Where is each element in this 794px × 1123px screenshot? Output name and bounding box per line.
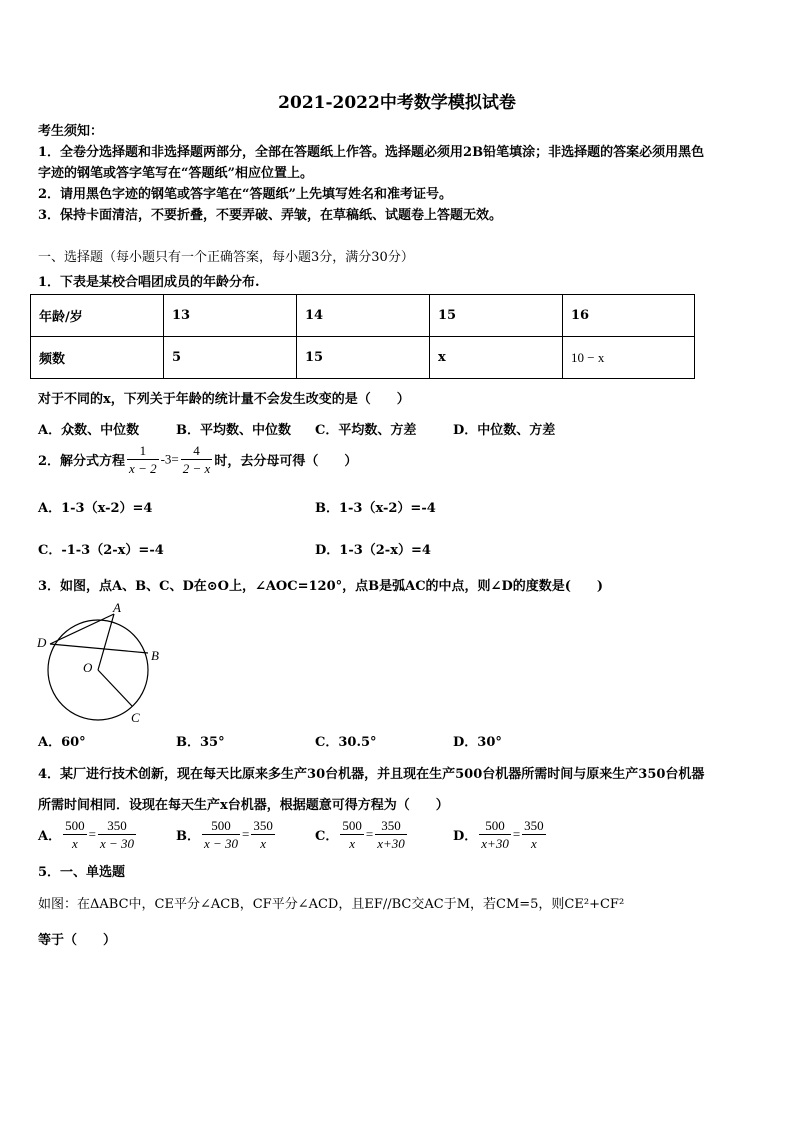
notice-item-2: 2．请用黑色字迹的钢笔或答字笔在“答题纸”上先填写姓名和准考证号。 bbox=[38, 187, 453, 202]
equals-sign: = bbox=[512, 826, 521, 842]
table-cell: 14 bbox=[297, 295, 430, 337]
fraction-denominator: x bbox=[260, 836, 267, 851]
q3-stem: 3．如图，点A、B、C、D在⊙O上，∠AOC=120°，点B是弧AC的中点，则∠D的度数是( ) bbox=[38, 579, 604, 594]
label-a: A bbox=[113, 600, 121, 615]
table-row bbox=[31, 295, 695, 337]
fraction-numerator: 350 bbox=[524, 818, 544, 833]
circle-figure bbox=[34, 600, 174, 725]
q4-option-d bbox=[453, 817, 548, 852]
label-o: O bbox=[83, 660, 93, 675]
q2-option-d: D．1-3（2-x）=4 bbox=[315, 543, 431, 558]
fraction-denominator: x − 30 bbox=[204, 836, 239, 851]
radius-oc bbox=[98, 670, 132, 706]
q4-option-c bbox=[315, 817, 409, 852]
notice-item-3: 3．保持卡面清洁，不要折叠，不要弄破、弄皱，在草稿纸、试题卷上答题无效。 bbox=[38, 208, 503, 223]
label-c: C bbox=[131, 710, 140, 725]
q2-fraction-2 bbox=[181, 442, 213, 477]
q2-option-a: A．1-3（x-2）=4 bbox=[38, 501, 153, 516]
fraction bbox=[98, 817, 136, 852]
q5-stem: 如图：在ΔABC中，CE平分∠ACB，CF平分∠ACD，且EF//BC交AC于M，若CM=5，则CE²+CF² bbox=[38, 897, 625, 912]
fraction-numerator: 4 bbox=[181, 442, 213, 460]
table-cell: 15 bbox=[297, 337, 430, 379]
fraction-denominator: x − 2 bbox=[129, 461, 157, 476]
q2-suffix: 时，去分母可得（ ） bbox=[214, 454, 358, 469]
equals-sign: = bbox=[242, 826, 250, 842]
q5-heading: 5．一、单选题 bbox=[38, 865, 126, 880]
age-table bbox=[30, 294, 695, 379]
q3-option-d: D．30° bbox=[453, 735, 502, 750]
option-label: C． bbox=[315, 829, 339, 844]
chord-db bbox=[50, 644, 148, 653]
notice-item-1-cont: 字迹的钢笔或答字笔写在“答题纸”相应位置上。 bbox=[38, 166, 313, 181]
fraction-denominator: x+30 bbox=[481, 836, 509, 851]
q2-fraction-1 bbox=[127, 442, 159, 477]
notice-item-1: 1．全卷分选择题和非选择题两部分，全部在答题纸上作答。选择题必须用2B铅笔填涂；非选择题的答案必须用黑色 bbox=[38, 145, 705, 160]
table-cell: 年龄/岁 bbox=[31, 295, 164, 337]
q5-stem-cont: 等于（ ） bbox=[38, 933, 117, 948]
fraction-numerator: 350 bbox=[375, 817, 407, 835]
option-label: B． bbox=[176, 829, 200, 844]
fraction bbox=[340, 817, 364, 852]
q2-prefix: 2．解分式方程 bbox=[38, 454, 126, 469]
label-d: D bbox=[37, 635, 47, 650]
q4-option-b bbox=[176, 817, 277, 852]
q4-option-a bbox=[38, 817, 138, 852]
q1-stem: 1．下表是某校合唱团成员的年龄分布. bbox=[38, 275, 260, 290]
label-b: B bbox=[151, 648, 159, 663]
fraction bbox=[479, 817, 511, 852]
q4-stem: 4．某厂进行技术创新，现在每天比原来多生产30台机器，并且现在生产500台机器所需时间与原来生产350台机器 bbox=[38, 767, 705, 782]
fraction-denominator: x bbox=[349, 836, 355, 851]
q3-option-c: C．30.5° bbox=[315, 735, 377, 750]
chord-da bbox=[50, 614, 114, 644]
table-cell: 频数 bbox=[31, 337, 164, 379]
q2-middle: -3= bbox=[160, 451, 179, 467]
fraction-numerator: 350 bbox=[253, 818, 273, 833]
fraction-numerator: 500 bbox=[202, 817, 240, 835]
table-cell: x bbox=[430, 337, 563, 379]
q1-option-b: B．平均数、中位数 bbox=[176, 423, 291, 438]
fraction-denominator: 2 − x bbox=[182, 461, 211, 476]
q4-stem-cont: 所需时间相同．设现在每天生产x台机器，根据题意可得方程为（ ） bbox=[38, 798, 449, 813]
section-heading: 一、选择题（每小题只有一个正确答案，每小题3分，满分30分） bbox=[38, 250, 414, 265]
equals-sign: = bbox=[88, 826, 96, 842]
fraction-numerator: 1 bbox=[127, 442, 159, 460]
table-row bbox=[31, 337, 695, 379]
table-cell: 16 bbox=[563, 295, 695, 337]
fraction-denominator: x bbox=[71, 836, 78, 851]
fraction bbox=[522, 817, 546, 852]
fraction bbox=[375, 817, 407, 852]
table-cell: 13 bbox=[164, 295, 297, 337]
fraction-numerator: 500 bbox=[342, 818, 362, 833]
fraction-numerator: 350 bbox=[98, 817, 136, 835]
q1-option-d: D．中位数、方差 bbox=[453, 423, 556, 438]
radius-oa bbox=[98, 614, 114, 670]
q2-option-c: C．-1-3（2-x）=-4 bbox=[38, 543, 164, 558]
page-title: 2021-2022中考数学模拟试卷 bbox=[278, 93, 516, 113]
fraction bbox=[251, 817, 275, 852]
fraction-numerator: 500 bbox=[479, 817, 511, 835]
fraction-denominator: x bbox=[531, 836, 537, 851]
q1-option-a: A．众数、中位数 bbox=[38, 423, 140, 438]
q1-option-c: C．平均数、方差 bbox=[315, 423, 417, 438]
equals-sign: = bbox=[365, 826, 374, 842]
q3-option-a: A．60° bbox=[38, 735, 86, 750]
fraction bbox=[202, 817, 240, 852]
table-cell: 5 bbox=[164, 337, 297, 379]
table-cell: 10 − x bbox=[563, 337, 695, 379]
fraction-denominator: x − 30 bbox=[99, 836, 134, 851]
fraction-numerator: 500 bbox=[65, 818, 85, 833]
notice-heading: 考生须知： bbox=[38, 124, 104, 139]
q1-question: 对于不同的x，下列关于年龄的统计量不会发生改变的是（ ） bbox=[38, 392, 410, 407]
fraction-denominator: x+30 bbox=[377, 836, 405, 851]
q3-option-b: B．35° bbox=[176, 735, 225, 750]
q2-option-b: B．1-3（x-2）=-4 bbox=[315, 501, 436, 516]
q2-stem bbox=[38, 442, 357, 477]
option-label: A． bbox=[38, 829, 62, 844]
option-label: D． bbox=[453, 829, 478, 844]
table-cell: 15 bbox=[430, 295, 563, 337]
fraction bbox=[63, 817, 87, 852]
